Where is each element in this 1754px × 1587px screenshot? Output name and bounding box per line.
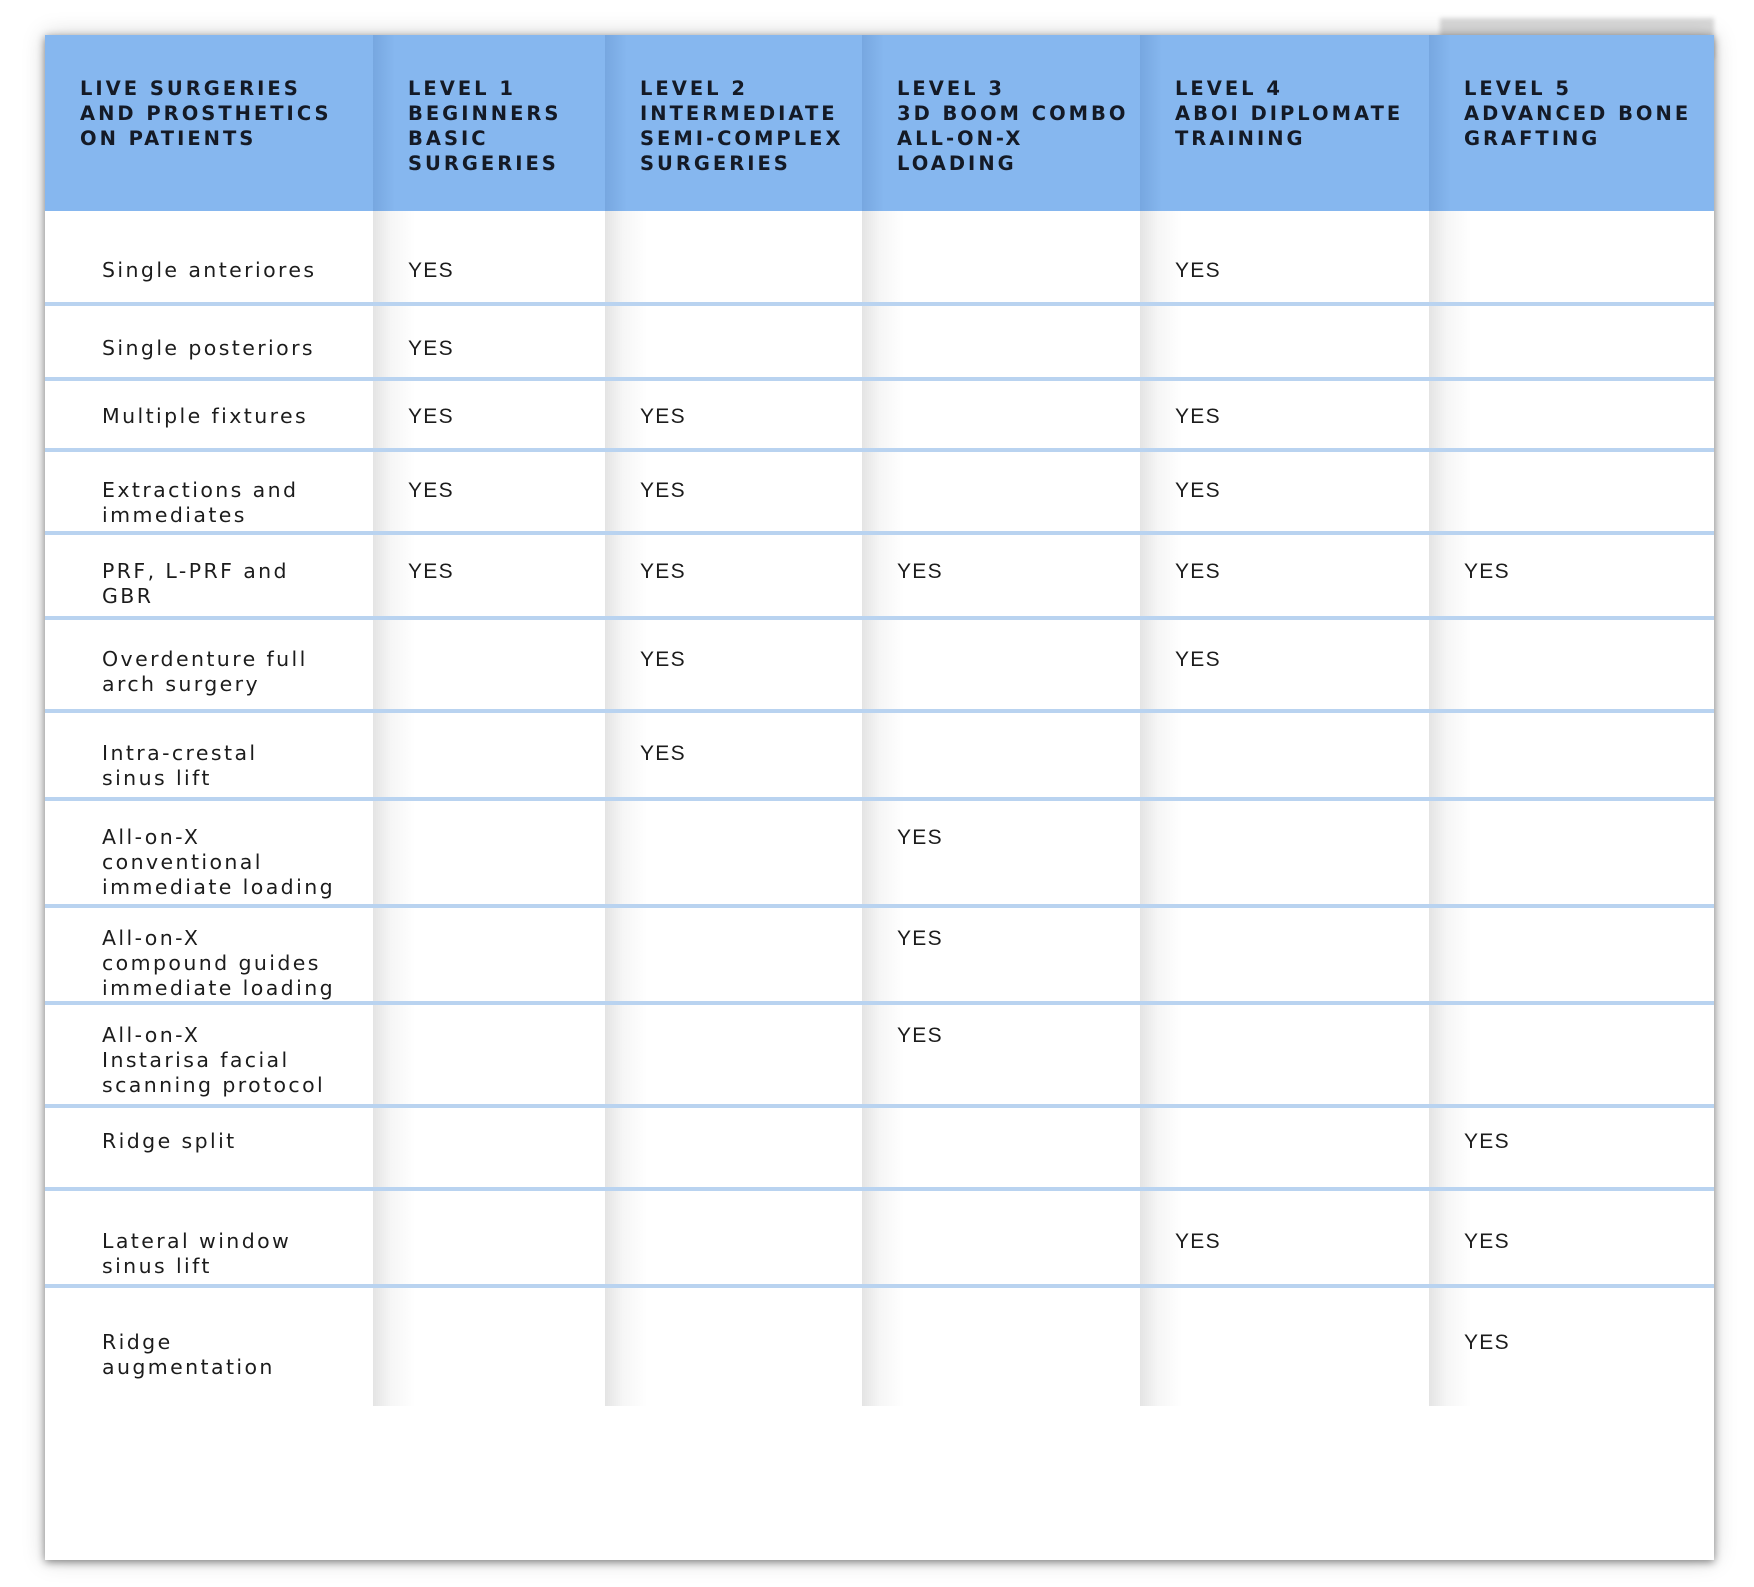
- level-5-cell: [1429, 304, 1714, 379]
- level-2-cell: [605, 799, 862, 906]
- level-1-cell: [373, 906, 605, 1003]
- level-1-cell: [373, 1106, 605, 1189]
- level-3-cell: [862, 211, 1140, 304]
- procedure-label: Ridge augmentation: [102, 1330, 275, 1379]
- level-3-cell: YES: [862, 799, 1140, 906]
- procedure-label: All-on-X compound guides immediate loading: [45, 906, 373, 1003]
- level-3-cell: [862, 711, 1140, 799]
- table-row: [45, 1003, 1714, 1106]
- level-1-cell: YES: [373, 533, 605, 618]
- level-4-cell: YES: [1140, 450, 1429, 533]
- surgery-levels-table: [45, 35, 1714, 1406]
- header-level-2: LEVEL 2 INTERMEDIATE SEMI-COMPLEX SURGERIES: [605, 35, 862, 211]
- level-1-cell: [373, 618, 605, 711]
- level-2-cell: YES: [605, 379, 862, 450]
- level-2-cell: YES: [605, 618, 862, 711]
- level-4-cell: YES: [1140, 379, 1429, 450]
- level-5-cell: [1429, 906, 1714, 1003]
- level-4-cell: [1140, 1003, 1429, 1106]
- procedure-label: Overdenture full arch surgery: [45, 618, 373, 711]
- procedure-label: Lateral window sinus lift: [45, 1189, 373, 1286]
- table-row: [45, 211, 1714, 304]
- level-1-cell: [373, 711, 605, 799]
- level-3-cell: [862, 1106, 1140, 1189]
- procedure-label: Single anteriores: [45, 211, 373, 304]
- level-3-cell: [862, 450, 1140, 533]
- level-4-cell: [1140, 1106, 1429, 1189]
- level-5-cell: YES: [1429, 533, 1714, 618]
- level-2-cell: [605, 304, 862, 379]
- table-row: [45, 379, 1714, 450]
- level-1-cell: YES: [373, 450, 605, 533]
- level-3-cell: [862, 618, 1140, 711]
- level-2-cell: YES: [605, 711, 862, 799]
- level-4-cell: [1140, 1286, 1429, 1406]
- header-level-5: LEVEL 5 ADVANCED BONE GRAFTING: [1429, 35, 1714, 211]
- table-row: [45, 304, 1714, 379]
- level-4-cell: YES: [1140, 211, 1429, 304]
- level-2-cell: YES: [605, 450, 862, 533]
- table-row: [45, 1286, 1714, 1406]
- table-row: [45, 533, 1714, 618]
- level-5-cell: YES: [1429, 1286, 1714, 1406]
- level-3-cell: [862, 1286, 1140, 1406]
- level-5-cell: YES: [1429, 1106, 1714, 1189]
- level-5-cell: [1429, 799, 1714, 906]
- procedure-label: Multiple fixtures: [45, 379, 373, 450]
- header-row: [45, 35, 1714, 211]
- level-4-cell: [1140, 906, 1429, 1003]
- level-2-cell: YES: [605, 533, 862, 618]
- procedure-label: All-on-X Instarisa facial scanning protocol: [45, 1003, 373, 1106]
- level-5-cell: [1429, 211, 1714, 304]
- level-2-cell: [605, 1106, 862, 1189]
- level-1-cell: [373, 1189, 605, 1286]
- procedure-label: Intra-crestal sinus lift: [45, 711, 373, 799]
- table-row: [45, 1106, 1714, 1189]
- procedure-label: PRF, L-PRF and GBR: [45, 533, 373, 618]
- table-row: [45, 618, 1714, 711]
- level-1-cell: YES: [373, 379, 605, 450]
- procedure-label: Ridge split: [45, 1106, 373, 1189]
- level-5-cell: [1429, 379, 1714, 450]
- level-1-cell: YES: [373, 304, 605, 379]
- level-1-cell: [373, 799, 605, 906]
- level-5-cell: [1429, 1003, 1714, 1106]
- level-1-cell: [373, 1003, 605, 1106]
- header-level-1: LEVEL 1 BEGINNERS BASIC SURGERIES: [373, 35, 605, 211]
- level-2-cell: [605, 211, 862, 304]
- level-2-cell: [605, 1189, 862, 1286]
- procedure-label: Extractions and immediates: [45, 450, 373, 533]
- level-4-cell: [1140, 799, 1429, 906]
- comparison-sheet: [45, 35, 1714, 1560]
- level-4-cell: YES: [1140, 533, 1429, 618]
- level-1-cell: YES: [373, 211, 605, 304]
- table-row: [45, 711, 1714, 799]
- level-5-cell: [1429, 711, 1714, 799]
- level-4-cell: YES: [1140, 618, 1429, 711]
- level-2-cell: [605, 906, 862, 1003]
- table-row: [45, 906, 1714, 1003]
- level-5-cell: YES: [1429, 1189, 1714, 1286]
- table-row: [45, 799, 1714, 906]
- level-3-cell: [862, 379, 1140, 450]
- level-2-cell: [605, 1286, 862, 1406]
- level-4-cell: YES: [1140, 1189, 1429, 1286]
- procedure-label: All-on-X conventional immediate loading: [45, 799, 373, 906]
- level-2-cell: [605, 1003, 862, 1106]
- table-row: [45, 450, 1714, 533]
- level-4-cell: [1140, 711, 1429, 799]
- level-3-cell: [862, 304, 1140, 379]
- level-3-cell: YES: [862, 1003, 1140, 1106]
- header-procedures: LIVE SURGERIES AND PROSTHETICS ON PATIENTS: [45, 35, 373, 211]
- level-3-cell: YES: [862, 906, 1140, 1003]
- level-3-cell: [862, 1189, 1140, 1286]
- level-1-cell: [373, 1286, 605, 1406]
- header-level-4: LEVEL 4 ABOI DIPLOMATE TRAINING: [1140, 35, 1429, 211]
- level-4-cell: [1140, 304, 1429, 379]
- procedure-label: Single posteriors: [45, 304, 373, 379]
- level-5-cell: [1429, 450, 1714, 533]
- level-5-cell: [1429, 618, 1714, 711]
- header-level-3: LEVEL 3 3D BOOM COMBO ALL-ON-X LOADING: [862, 35, 1140, 211]
- level-3-cell: YES: [862, 533, 1140, 618]
- table-row: [45, 1189, 1714, 1286]
